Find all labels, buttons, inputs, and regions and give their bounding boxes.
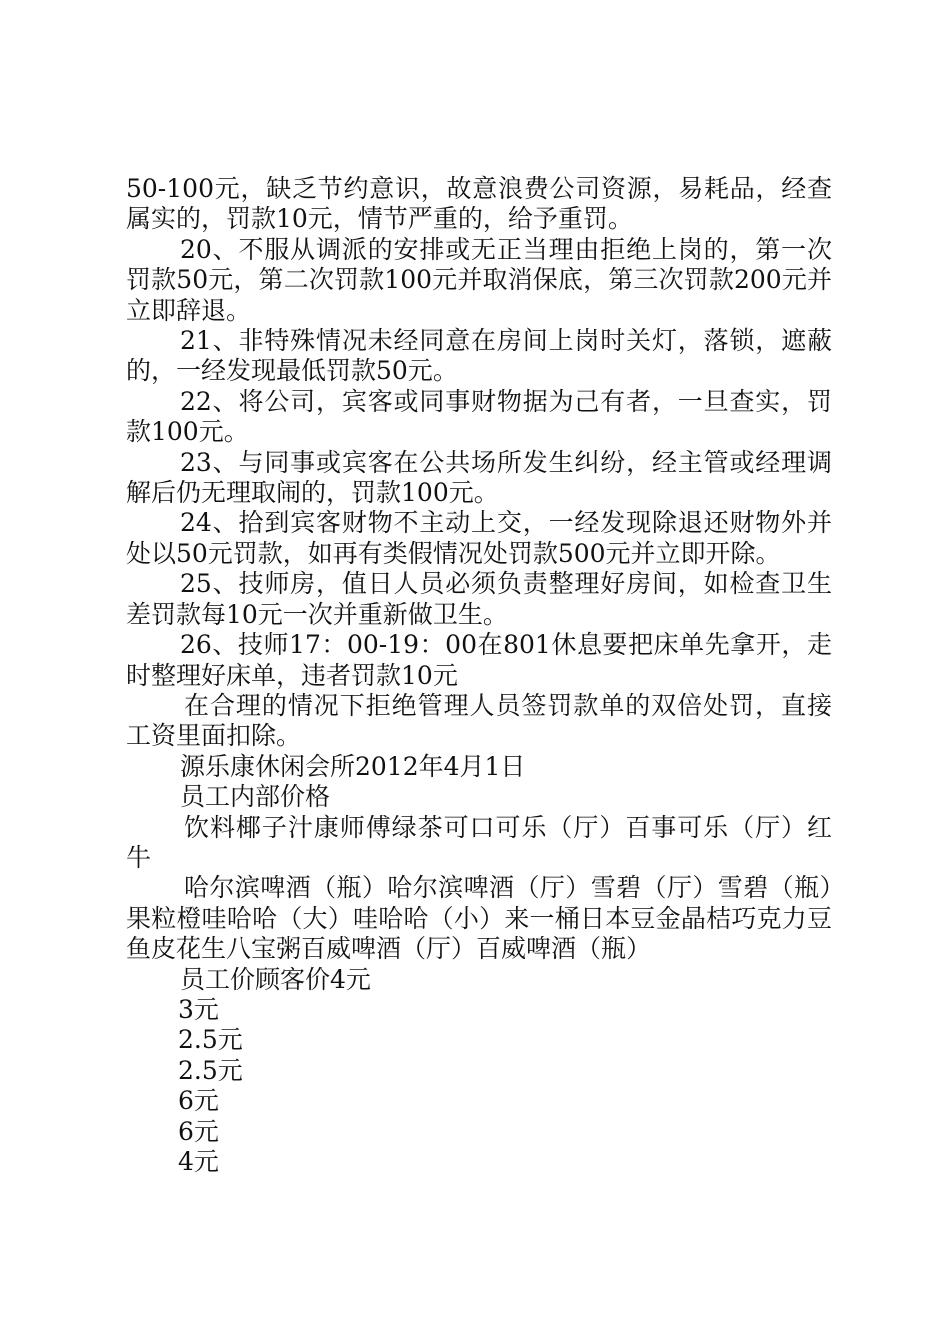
price-line: 2.5元: [178, 1025, 243, 1055]
paragraph-continuation: 50-100元，缺乏节约意识，故意浪费公司资源，易耗品，经查属实的，罚款10元，情节严重的，给予重罚。: [126, 174, 832, 234]
price-line: 6元: [178, 1086, 219, 1116]
price-line: 6元: [178, 1116, 219, 1146]
price-line: 3元: [178, 994, 219, 1024]
paragraph-rule-26: 26、技师17：00-19：00在801休息要把床单先拿开，走时整理好床单，违者罚款10元: [126, 630, 832, 690]
paragraph-price-columns: 员工价顾客价4元: [180, 964, 371, 994]
paragraph-rule-23: 23、与同事或宾客在公共场所发生纠纷，经主管或经理调解后仍无理取闹的，罚款100元。: [126, 447, 832, 508]
price-line: 2.5元: [178, 1055, 243, 1085]
paragraph-rule-24: 24、拾到宾客财物不主动上交，一经发现除退还财物外并处以50元罚款，如再有类假情况处罚款500元并立即开除。: [126, 508, 832, 568]
paragraph-rule-20: 20、不服从调派的安排或无正当理由拒绝上岗的，第一次罚款50元，第二次罚款100元并取消保底，第三次罚款200元并立即辞退。: [126, 234, 832, 325]
paragraph-rule-22: 22、将公司，宾客或同事财物据为己有者，一旦查实，罚款100元。: [126, 386, 832, 447]
paragraph-price-heading: 员工内部价格: [180, 782, 331, 812]
paragraph-rule-25: 25、技师房，值日人员必须负责整理好房间，如检查卫生差罚款每10元一次并重新做卫生。: [126, 569, 832, 629]
paragraph-refusal-penalty: 在合理的情况下拒绝管理人员签罚款单的双倍处罚，直接工资里面扣除。: [126, 690, 832, 751]
paragraph-beer-snack-list: 哈尔滨啤酒（瓶）哈尔滨啤酒（厅）雪碧（厅）雪碧（瓶）果粒橙哇哈哈（大）哇哈哈（小）来一桶日本豆金晶桔巧克力豆鱼皮花生八宝粥百威啤酒（厅）百威啤酒（瓶）: [126, 873, 832, 964]
paragraph-signature-date: 源乐康休闲会所2012年4月1日: [180, 751, 526, 781]
paragraph-rule-21: 21、非特殊情况未经同意在房间上岗时关灯，落锁，遮蔽的，一经发现最低罚款50元。: [126, 326, 832, 386]
paragraph-drink-list: 饮料椰子汁康师傅绿茶可口可乐（厅）百事可乐（厅）红牛: [126, 812, 832, 872]
document-body: [126, 174, 832, 1177]
price-line: 4元: [178, 1147, 219, 1176]
